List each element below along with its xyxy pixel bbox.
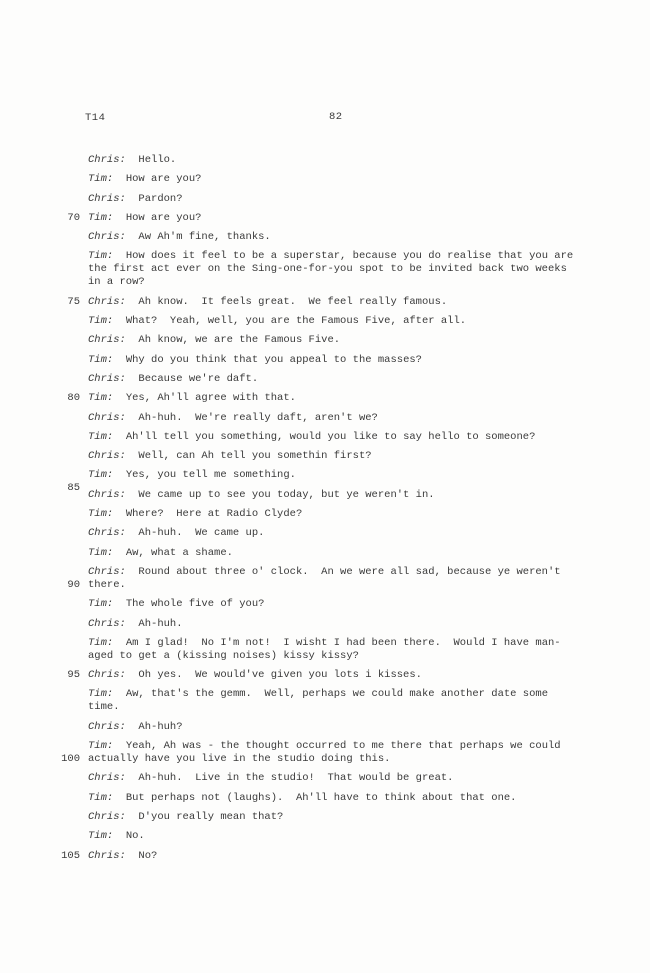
line-number: 70 — [67, 211, 80, 224]
dialogue-text: Yes, Ah'll agree with that. — [113, 392, 296, 405]
dialogue-entry — [67, 565, 608, 592]
dialogue-entry — [88, 547, 608, 560]
dialogue-line — [88, 850, 608, 863]
dialogue-entry — [67, 295, 608, 309]
dialogue-line — [88, 721, 608, 734]
dialogue-line — [88, 772, 608, 785]
dialogue-entry — [61, 849, 608, 863]
speaker-name: Chris: — [88, 372, 126, 385]
speaker-name: Tim: — [88, 430, 114, 443]
speaker-name: Chris: — [88, 849, 126, 862]
dialogue-entry — [88, 721, 608, 734]
dialogue-text: What? Yeah, well, you are the Famous Five, after all. — [113, 315, 467, 328]
dialogue-text: How are you? — [113, 173, 202, 186]
speaker-name: Tim: — [88, 546, 114, 559]
dialogue-line — [88, 450, 608, 463]
dialogue-line — [88, 231, 608, 244]
speaker-name: Tim: — [88, 508, 114, 521]
speaker-name: Tim: — [88, 740, 114, 753]
dialogue-line — [88, 250, 608, 263]
speaker-name: Tim: — [88, 830, 114, 843]
dialogue-text: Ah-huh. We came up. — [125, 527, 265, 540]
dialogue-entry — [88, 334, 608, 347]
dialogue-text: Round about three o' clock. An we were all sad, because ye weren't — [125, 565, 561, 578]
dialogue-entry — [88, 811, 608, 824]
dialogue-line — [88, 792, 608, 805]
speaker-name: Tim: — [88, 250, 114, 263]
dialogue-line — [88, 431, 608, 444]
line-number: 80 — [67, 392, 80, 405]
dialogue-entry — [88, 431, 608, 444]
dialogue-line — [88, 740, 608, 753]
dialogue-line — [88, 637, 608, 650]
dialogue-line — [88, 489, 608, 502]
dialogue-entry — [67, 392, 608, 405]
line-number: 75 — [67, 295, 80, 308]
dialogue-text: Ah-huh. Live in the studio! That would be great. — [125, 772, 454, 785]
speaker-name: Tim: — [88, 173, 114, 186]
dialogue-line — [88, 296, 608, 309]
dialogue-entry — [67, 481, 608, 502]
dialogue-entry — [88, 154, 608, 167]
dialogue-text: Am I glad! No I'm not! I wisht I had been there. Would I have man- — [113, 636, 561, 649]
dialogue-line — [88, 566, 608, 579]
dialogue-text: No? — [125, 849, 158, 862]
dialogue-text: We came up to see you today, but ye weren't in. — [125, 488, 435, 501]
dialogue-line — [88, 811, 608, 824]
dialogue-text: Aw, that's the gemm. Well, perhaps we could make another date some — [113, 688, 548, 701]
line-number: 85 — [67, 481, 80, 494]
line-number: 90 — [67, 578, 80, 591]
dialogue-text: Yes, you tell me something. — [113, 469, 296, 482]
speaker-name: Tim: — [88, 315, 114, 328]
dialogue-line — [88, 508, 608, 521]
dialogue-text: Aw, what a shame. — [113, 546, 233, 559]
dialogue-text: How are you? — [113, 211, 202, 224]
dialogue-line — [88, 373, 608, 386]
speaker-name: Chris: — [88, 192, 126, 205]
dialogue-entry — [88, 688, 608, 714]
document-label: T14 — [85, 112, 106, 124]
dialogue-entry — [88, 618, 608, 631]
dialogue-entry — [67, 669, 608, 682]
speaker-name: Tim: — [88, 353, 114, 366]
speaker-name: Tim: — [88, 211, 114, 224]
dialogue-line — [88, 527, 608, 540]
speaker-name: Tim: — [88, 688, 114, 701]
speaker-name: Tim: — [88, 392, 114, 405]
dialogue-entry — [88, 412, 608, 425]
dialogue-entry — [88, 792, 608, 805]
speaker-name: Chris: — [88, 334, 126, 347]
dialogue-line — [88, 354, 608, 367]
dialogue-line: there. — [88, 578, 126, 591]
transcript — [61, 154, 608, 869]
dialogue-entry — [67, 211, 608, 225]
dialogue-entry — [88, 373, 608, 386]
dialogue-text: D'you really mean that? — [125, 810, 284, 823]
speaker-name: Chris: — [88, 810, 126, 823]
dialogue-line — [88, 212, 608, 225]
dialogue-line — [88, 315, 608, 328]
dialogue-line — [88, 392, 608, 405]
dialogue-text: Ah-huh. We're really daft, aren't we? — [125, 411, 378, 424]
dialogue-entry — [88, 250, 608, 289]
dialogue-line — [88, 193, 608, 206]
dialogue-line — [88, 598, 608, 611]
dialogue-entry — [88, 598, 608, 611]
dialogue-line — [88, 173, 608, 186]
dialogue-line — [88, 547, 608, 560]
dialogue-line: actually have you live in the studio doing this. — [88, 753, 391, 766]
dialogue-entry — [88, 231, 608, 244]
dialogue-entry — [88, 637, 608, 663]
dialogue-text: Yeah, Ah was - the thought occurred to me there that perhaps we could — [113, 740, 561, 753]
page-number: 82 — [329, 111, 343, 123]
speaker-name: Chris: — [88, 617, 126, 630]
speaker-name: Chris: — [88, 231, 126, 244]
dialogue-text: Hello. — [125, 154, 177, 166]
dialogue-entry — [88, 527, 608, 540]
dialogue-line: aged to get a (kissing noises) kissy kissy? — [88, 649, 359, 662]
dialogue-text: Ah know. It feels great. We feel really famous. — [125, 295, 448, 308]
dialogue-text: Pardon? — [125, 192, 183, 205]
dialogue-line — [88, 669, 608, 682]
speaker-name: Tim: — [88, 636, 114, 649]
speaker-name: Chris: — [88, 565, 126, 578]
dialogue-text: Well, can Ah tell you somethin first? — [125, 450, 372, 463]
dialogue-text: Where? Here at Radio Clyde? — [113, 508, 303, 521]
dialogue-entry — [88, 508, 608, 521]
speaker-name: Chris: — [88, 720, 126, 733]
dialogue-entry — [88, 469, 608, 482]
dialogue-line — [88, 830, 608, 843]
dialogue-entry — [88, 193, 608, 206]
dialogue-line — [88, 334, 608, 347]
speaker-name: Chris: — [88, 411, 126, 424]
dialogue-line: the first act ever on the Sing-one-for-you spot to be invited back two weeks — [88, 263, 567, 276]
speaker-name: Chris: — [88, 295, 126, 308]
dialogue-line — [88, 688, 608, 701]
dialogue-line: in a row? — [88, 276, 145, 289]
speaker-name: Tim: — [88, 598, 114, 611]
speaker-name: Chris: — [88, 450, 126, 463]
dialogue-line — [88, 154, 608, 167]
dialogue-text: How does it feel to be a superstar, because you do realise that you are — [113, 250, 574, 263]
line-number: 105 — [61, 849, 80, 862]
dialogue-text: Ah-huh. — [125, 617, 183, 630]
dialogue-text: But perhaps not (laughs). Ah'll have to think about that one. — [113, 791, 517, 804]
speaker-name: Chris: — [88, 669, 126, 682]
speaker-name: Chris: — [88, 527, 126, 540]
speaker-name: Tim: — [88, 469, 114, 482]
dialogue-text: Why do you think that you appeal to the masses? — [113, 353, 422, 366]
dialogue-line — [88, 412, 608, 425]
dialogue-entry — [88, 354, 608, 367]
dialogue-line — [88, 469, 608, 482]
speaker-name: Chris: — [88, 488, 126, 501]
dialogue-entry — [61, 740, 608, 766]
dialogue-text: Oh yes. We would've given you lots i kisses. — [125, 669, 422, 682]
line-number: 100 — [61, 753, 80, 766]
speaker-name: Chris: — [88, 772, 126, 785]
dialogue-line: time. — [88, 701, 120, 714]
dialogue-text: Aw Ah'm fine, thanks. — [125, 231, 271, 244]
dialogue-text: Ah'll tell you something, would you like to say hello to someone? — [113, 430, 536, 443]
dialogue-text: Because we're daft. — [125, 372, 259, 385]
line-number: 95 — [67, 669, 80, 682]
dialogue-entry — [88, 315, 608, 328]
speaker-name: Tim: — [88, 791, 114, 804]
dialogue-line — [88, 618, 608, 631]
dialogue-entry — [88, 772, 608, 785]
dialogue-text: The whole five of you? — [113, 598, 265, 611]
dialogue-text: Ah-huh? — [125, 720, 183, 733]
dialogue-text: No. — [113, 830, 145, 843]
dialogue-entry — [88, 450, 608, 463]
speaker-name: Chris: — [88, 154, 126, 166]
dialogue-entry — [88, 830, 608, 843]
dialogue-text: Ah know, we are the Famous Five. — [125, 334, 341, 347]
dialogue-entry — [88, 173, 608, 186]
